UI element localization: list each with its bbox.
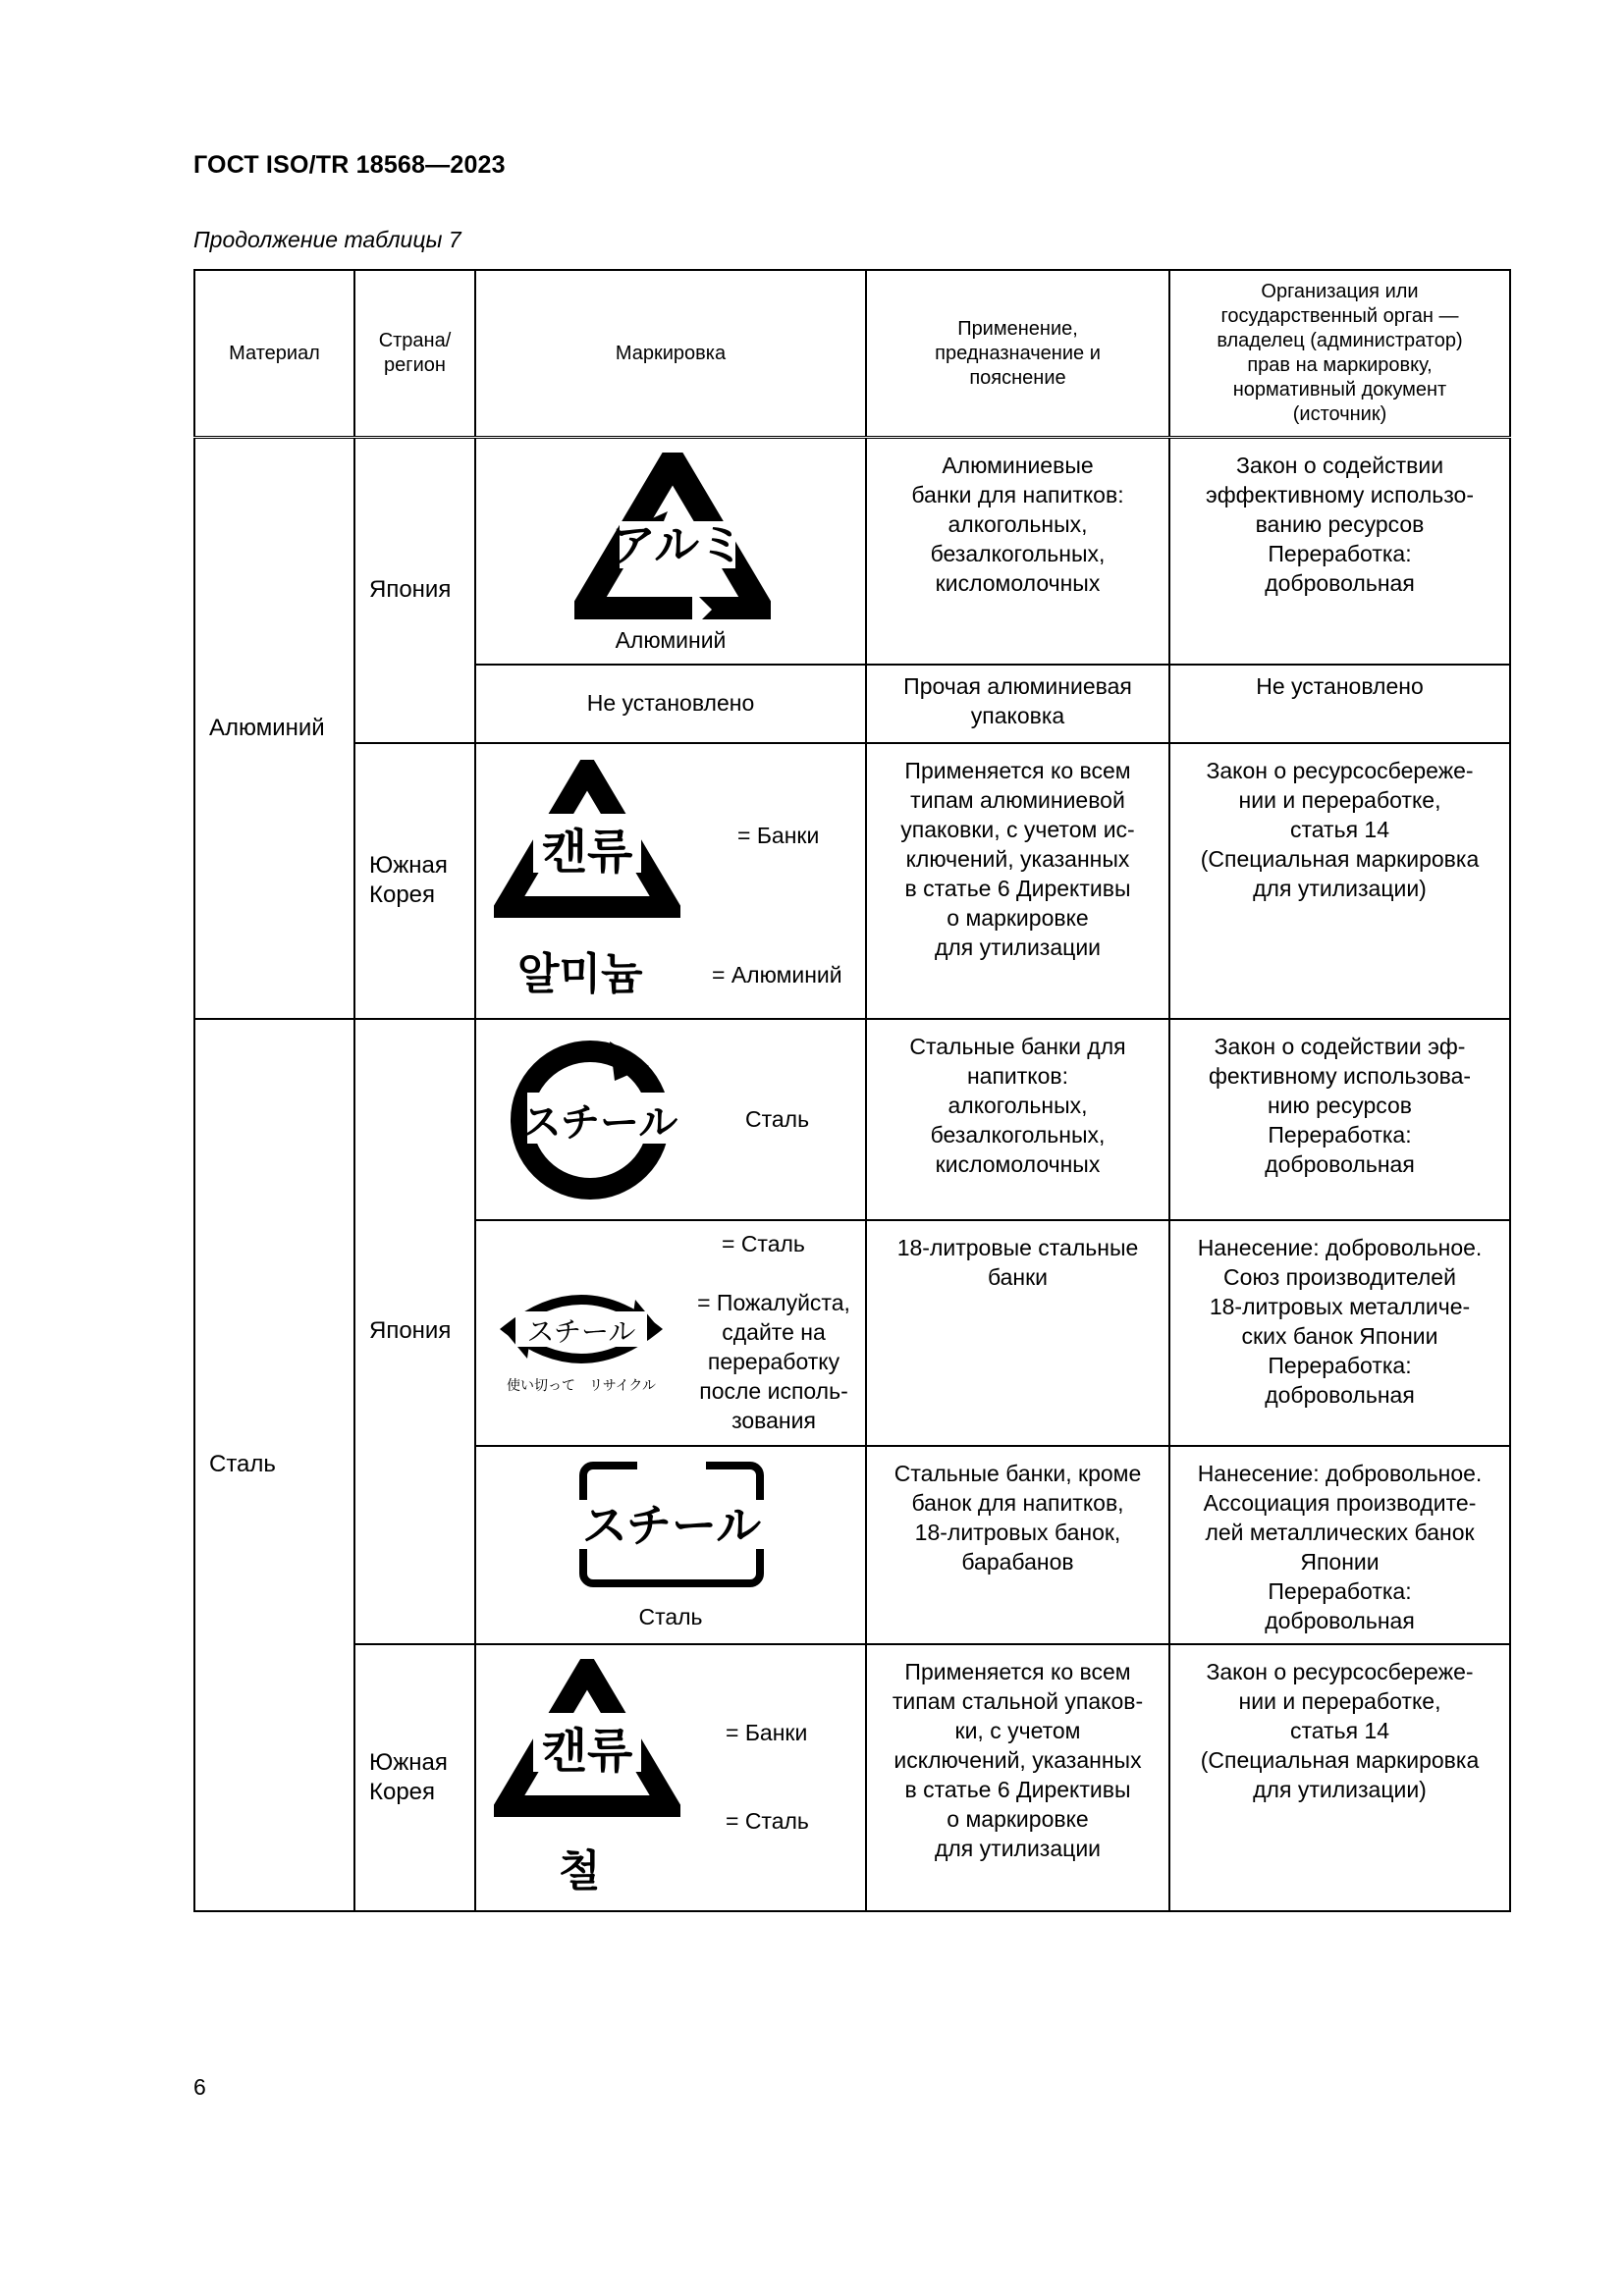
owner-cell: Закон о ресурсосбереже- нии и переработке, статья 14 (Специальная маркировка для утилизации): [1169, 743, 1510, 1019]
col-header-usage: Применение, предназначение и пояснение: [866, 270, 1169, 438]
usage-cell: Алюминиевые банки для напитков: алкогольных, безалкогольных, кисломолочных: [866, 438, 1169, 665]
label-aluminium: = Алюминий: [712, 961, 842, 988]
col-header-marking: Маркировка: [475, 270, 866, 438]
marking-cell: Не установлено: [475, 665, 866, 743]
country-korea-cell: Южная Корея: [354, 1644, 475, 1911]
marking-caption: Сталь: [745, 1105, 810, 1132]
col-header-country: Страна/ регион: [354, 270, 475, 438]
country-japan-cell: Япония: [354, 438, 475, 743]
label-please-recycle: = Пожалуйста, сдайте на переработку после исполь- зования: [697, 1289, 850, 1433]
table-row: [194, 743, 1510, 1019]
aluminium-recycle-logo: [574, 453, 771, 619]
label-steel: = Сталь: [722, 1230, 805, 1256]
owner-cell: Закон о содействии эф- фективному использова- нию ресурсов Переработка: добровольная: [1169, 1019, 1510, 1220]
owner-cell: Закон о ресурсосбереже- нии и переработке, статья 14 (Специальная маркировка для утилизации): [1169, 1644, 1510, 1911]
aluminium-logo-text: アルミ: [610, 518, 745, 571]
steel-recycle-logo: [492, 1032, 688, 1208]
korean-steel-text: 철: [559, 1846, 601, 1896]
steel-18l-logo-text: スチール: [526, 1314, 636, 1348]
usage-cell: 18-литровые стальные банки: [866, 1220, 1169, 1446]
page-number: 6: [193, 2074, 206, 2100]
usage-cell: Применяется ко всем типам алюминиевой упаковки, с учетом ис- ключений, указанных в статье 6 Директивы о маркировке для утилизации: [866, 743, 1169, 1019]
owner-cell: Не установлено: [1169, 665, 1510, 743]
korea-can-recycle-logo: [494, 1659, 680, 1845]
marking-table: [193, 269, 1511, 1912]
marking-cell: [475, 1644, 866, 1911]
col-header-material: Материал: [194, 270, 354, 438]
table-continuation-caption: Продолжение таблицы 7: [193, 227, 461, 252]
owner-cell: Закон о содействии эффективному использо- ванию ресурсов Переработка: добровольная: [1169, 438, 1510, 665]
label-cans: = Банки: [726, 1719, 808, 1745]
korea-can-recycle-logo: [494, 760, 680, 946]
marking-cell: [475, 438, 866, 665]
table-row: [194, 1644, 1510, 1911]
table-header-row: [194, 270, 1510, 438]
korea-logo-text: 캔류: [541, 1723, 633, 1779]
table-row: [194, 438, 1510, 665]
marking-cell: [475, 1446, 866, 1644]
country-japan-cell: Япония: [354, 1019, 475, 1644]
material-steel-cell: Сталь: [194, 1019, 354, 1911]
owner-cell: Нанесение: добровольное. Союз производителей 18-литровых металличе- ских банок Японии Переработка: добровольная: [1169, 1220, 1510, 1446]
marking-cell: [475, 743, 866, 1019]
usage-cell: Применяется ко всем типам стальной упаков- ки, с учетом исключений, указанных в статье 6 Директивы о маркировке для утилизации: [866, 1644, 1169, 1911]
korea-logo-text: 캔류: [541, 824, 633, 880]
usage-cell: Стальные банки для напитков: алкогольных, безалкогольных, кисломолочных: [866, 1019, 1169, 1220]
marking-cell: [475, 1220, 866, 1446]
table-row: [194, 1019, 1510, 1220]
marking-caption: Сталь: [638, 1603, 703, 1629]
document-title: ГОСТ ISO/TR 18568—2023: [193, 151, 506, 179]
label-steel: = Сталь: [726, 1807, 809, 1834]
owner-cell: Нанесение: добровольное. Ассоциация производите- лей металлических банок Японии Переработка: добровольная: [1169, 1446, 1510, 1644]
korean-aluminium-text: 알미늄: [517, 949, 643, 998]
country-korea-cell: Южная Корея: [354, 743, 475, 1019]
usage-cell: Стальные банки, кроме банок для напитков, 18-литровых банок, барабанов: [866, 1446, 1169, 1644]
steel-can-logo: [578, 1461, 765, 1588]
steel-18l-recycle-logo: [488, 1280, 675, 1398]
steel-logo-text: スチール: [521, 1099, 678, 1146]
marking-caption: Алюминий: [615, 627, 727, 653]
steel-can-logo-text: スチール: [581, 1498, 762, 1552]
recycle-after-use-text: 使い切って リサイクル: [506, 1377, 657, 1394]
marking-cell: [475, 1019, 866, 1220]
label-cans: = Банки: [737, 822, 820, 848]
col-header-owner: Организация или государственный орган — владелец (администратор) прав на маркировку, нормативный документ (источник): [1169, 270, 1510, 438]
material-aluminium-cell: Алюминий: [194, 438, 354, 1019]
usage-cell: Прочая алюминиевая упаковка: [866, 665, 1169, 743]
